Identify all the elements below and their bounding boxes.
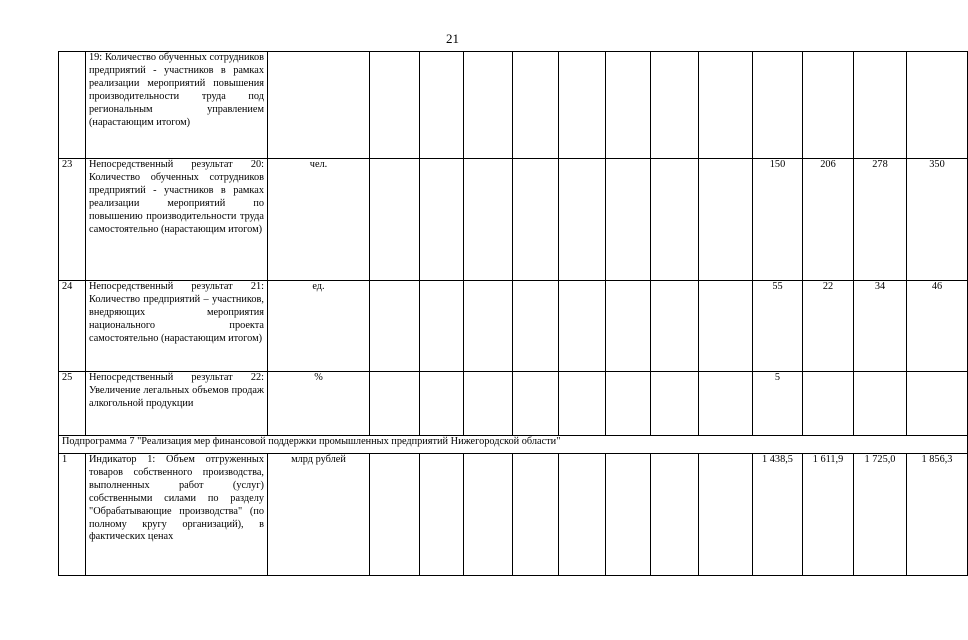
- row-value: [803, 52, 854, 159]
- row-value: [464, 159, 513, 281]
- table-row: [59, 52, 968, 159]
- row-unit: [268, 52, 370, 159]
- table-row: [59, 454, 968, 576]
- row-value: 1 856,3: [907, 454, 968, 576]
- row-value: 350: [907, 159, 968, 281]
- row-value: [606, 159, 651, 281]
- row-value: [513, 372, 559, 436]
- page-number: 21: [446, 31, 459, 46]
- row-value: 150: [753, 159, 803, 281]
- row-value: [464, 372, 513, 436]
- row-value: 46: [907, 281, 968, 372]
- row-value: [420, 52, 464, 159]
- row-value: [513, 52, 559, 159]
- row-value: [420, 372, 464, 436]
- indicator-table: [58, 51, 968, 576]
- row-value: [651, 159, 699, 281]
- row-number: 23: [59, 159, 86, 281]
- row-value: [464, 52, 513, 159]
- row-value: 55: [753, 281, 803, 372]
- row-value: [559, 372, 606, 436]
- row-value: [513, 159, 559, 281]
- row-unit: %: [268, 372, 370, 436]
- row-value: [699, 159, 753, 281]
- row-number: 24: [59, 281, 86, 372]
- row-value: [699, 372, 753, 436]
- row-number: 1: [59, 454, 86, 576]
- row-value: [907, 52, 968, 159]
- row-value: [464, 281, 513, 372]
- row-value: [513, 281, 559, 372]
- row-value: [420, 281, 464, 372]
- row-value: [699, 281, 753, 372]
- row-value: [854, 372, 907, 436]
- row-value: 206: [803, 159, 854, 281]
- row-value: [420, 159, 464, 281]
- row-value: [803, 372, 854, 436]
- row-value: [651, 372, 699, 436]
- row-value: 22: [803, 281, 854, 372]
- row-value: 1 438,5: [753, 454, 803, 576]
- row-value: [370, 281, 420, 372]
- row-unit: чел.: [268, 159, 370, 281]
- table-body: [59, 52, 968, 576]
- row-number: 25: [59, 372, 86, 436]
- table-row: [59, 281, 968, 372]
- row-value: [651, 454, 699, 576]
- row-value: [513, 454, 559, 576]
- row-value: [907, 372, 968, 436]
- row-value: [464, 454, 513, 576]
- row-value: [370, 372, 420, 436]
- row-value: [753, 52, 803, 159]
- row-value: 34: [854, 281, 907, 372]
- row-value: [370, 454, 420, 576]
- table-row: [59, 372, 968, 436]
- row-value: [699, 52, 753, 159]
- section-title: Подпрограмма 7 "Реализация мер финансовой поддержки промышленных предприятий Нижегородской области": [59, 436, 968, 454]
- row-value: [559, 159, 606, 281]
- row-unit: ед.: [268, 281, 370, 372]
- row-value: [559, 52, 606, 159]
- row-description: Непосредственный результат 22: Увеличение легальных объемов продаж алкогольной продукции: [86, 372, 268, 436]
- section-row: [59, 436, 968, 454]
- row-value: [370, 159, 420, 281]
- row-value: [606, 52, 651, 159]
- row-value: [651, 281, 699, 372]
- row-value: [606, 281, 651, 372]
- row-description: Индикатор 1: Объем отгруженных товаров собственного производства, выполненных работ (услуг) собственными силами по разделу "Обрабатывающие производства" (по полному кругу организаций), в фактических ценах: [86, 454, 268, 576]
- row-value: [420, 454, 464, 576]
- row-value: [606, 372, 651, 436]
- row-value: [699, 454, 753, 576]
- row-value: 1 611,9: [803, 454, 854, 576]
- row-description: Непосредственный результат 21: Количество предприятий – участников, внедряющих мероприятия национального проекта самостоятельно (нарастающим итогом): [86, 281, 268, 372]
- row-value: 278: [854, 159, 907, 281]
- row-value: 5: [753, 372, 803, 436]
- row-value: 1 725,0: [854, 454, 907, 576]
- row-description: 19: Количество обученных сотрудников предприятий - участников в рамках реализации мероприятий повышения производительности труда под региональным управлением (нарастающим итогом): [86, 52, 268, 159]
- row-value: [370, 52, 420, 159]
- row-value: [651, 52, 699, 159]
- row-number: [59, 52, 86, 159]
- row-value: [559, 281, 606, 372]
- row-description: Непосредственный результат 20: Количество обученных сотрудников предприятий - участников в рамках реализации мероприятий по повышению производительности труда самостоятельно (нарастающим итогом): [86, 159, 268, 281]
- table-row: [59, 159, 968, 281]
- row-unit: млрд рублей: [268, 454, 370, 576]
- row-value: [606, 454, 651, 576]
- row-value: [854, 52, 907, 159]
- row-value: [559, 454, 606, 576]
